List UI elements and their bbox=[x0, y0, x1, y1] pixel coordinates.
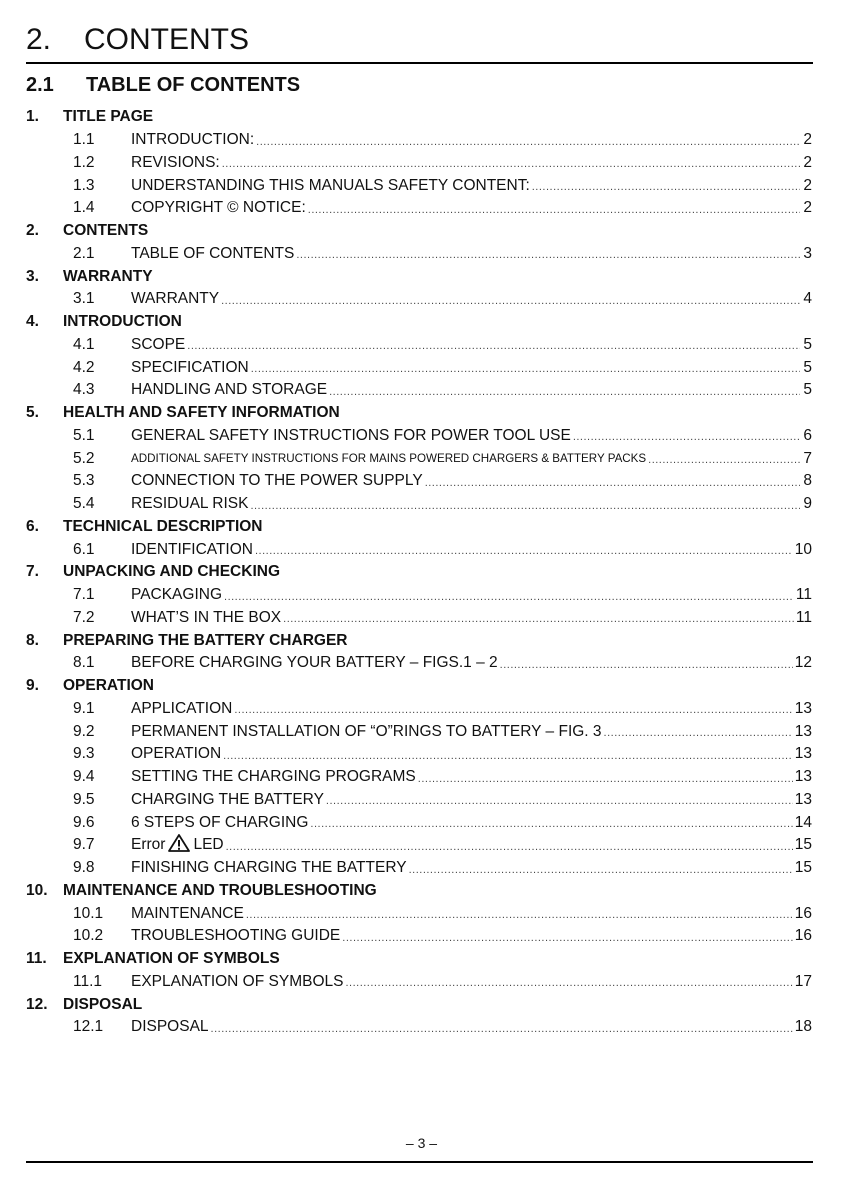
toc-entry-number: 10.2 bbox=[73, 927, 104, 945]
toc-chapter-title: EXPLANATION OF SYMBOLS bbox=[63, 950, 280, 968]
dot-leader bbox=[211, 1023, 793, 1039]
toc-entry-title: GENERAL SAFETY INSTRUCTIONS FOR POWER TOOL USE bbox=[131, 426, 571, 444]
toc-entry-number: 7.2 bbox=[73, 608, 95, 626]
dot-leader bbox=[345, 977, 792, 993]
toc-entry-title: WARRANTY bbox=[131, 290, 220, 308]
toc-entry-number: 9.2 bbox=[73, 722, 95, 740]
toc-entry-title: FINISHING CHARGING THE BATTERY bbox=[131, 859, 407, 877]
toc-entry-title: CONNECTION TO THE POWER SUPPLY bbox=[131, 472, 423, 490]
toc-entry-title: OPERATION bbox=[131, 745, 222, 763]
toc-chapter bbox=[26, 880, 812, 903]
toc-entry[interactable] bbox=[26, 766, 812, 789]
toc-entry-number: 3.1 bbox=[73, 290, 95, 308]
toc-entry-title: TROUBLESHOOTING GUIDE bbox=[131, 927, 341, 945]
toc-entry-title: ADDITIONAL SAFETY INSTRUCTIONS FOR MAINS POWERED CHARGERS & BATTERY PACKS bbox=[131, 452, 647, 466]
dot-leader bbox=[532, 181, 800, 197]
toc-entry-number: 4.3 bbox=[73, 381, 95, 399]
toc-entry-page: 5 bbox=[803, 381, 812, 399]
toc-entry[interactable] bbox=[26, 584, 812, 607]
toc-entry-number: 9.7 bbox=[73, 836, 95, 854]
toc-chapter-title: OPERATION bbox=[63, 677, 154, 695]
toc-entry-page: 18 bbox=[794, 1018, 812, 1036]
toc-chapter bbox=[26, 675, 812, 698]
top-rule bbox=[26, 62, 813, 64]
toc-entry-number: 11.1 bbox=[73, 972, 103, 990]
section-heading-text: TABLE OF CONTENTS bbox=[86, 74, 301, 96]
toc-entry-page: 11 bbox=[795, 608, 812, 626]
toc-entry-title: 6 STEPS OF CHARGING bbox=[131, 813, 309, 831]
bottom-rule bbox=[26, 1161, 813, 1163]
toc-entry[interactable] bbox=[26, 425, 812, 448]
toc-entry-number: 9.8 bbox=[73, 859, 95, 877]
toc-chapter-title: PREPARING THE BATTERY CHARGER bbox=[63, 631, 348, 649]
dot-leader bbox=[256, 136, 800, 152]
toc-entry-title: WHAT’S IN THE BOX bbox=[131, 608, 282, 626]
toc-entry-page: 13 bbox=[794, 768, 812, 786]
toc-entry[interactable] bbox=[26, 334, 812, 357]
toc-chapter-number: 3. bbox=[26, 267, 39, 285]
toc-chapter bbox=[26, 265, 812, 288]
dot-leader bbox=[425, 477, 800, 493]
toc-entry-title: INTRODUCTION: bbox=[131, 131, 255, 149]
toc-entry-number: 5.4 bbox=[73, 495, 95, 513]
toc-entry[interactable] bbox=[26, 152, 812, 175]
toc-chapter-title: HEALTH AND SAFETY INFORMATION bbox=[63, 404, 340, 422]
toc-chapter-number: 11. bbox=[26, 950, 47, 968]
dot-leader bbox=[604, 727, 793, 743]
toc-entry[interactable] bbox=[26, 538, 812, 561]
dot-leader bbox=[648, 454, 800, 470]
toc-entry-title: IDENTIFICATION bbox=[131, 540, 253, 558]
toc-chapter-title: UNPACKING AND CHECKING bbox=[63, 563, 280, 581]
toc-entry[interactable] bbox=[26, 356, 812, 379]
toc-entry[interactable] bbox=[26, 720, 812, 743]
toc-entry-page: 5 bbox=[803, 358, 812, 376]
toc-entry-number: 5.1 bbox=[73, 426, 95, 444]
dot-leader bbox=[246, 909, 793, 925]
toc-entry-number: 9.5 bbox=[73, 790, 95, 808]
toc-entry-title bbox=[131, 834, 224, 857]
toc-entry[interactable] bbox=[26, 652, 812, 675]
dot-leader bbox=[221, 295, 800, 311]
toc-entry[interactable] bbox=[26, 470, 812, 493]
toc-entry-title-part: Error bbox=[131, 835, 166, 853]
toc-entry-title: HANDLING AND STORAGE bbox=[131, 381, 328, 399]
toc-entry-title: UNDERSTANDING THIS MANUALS SAFETY CONTENT: bbox=[131, 176, 530, 194]
page-title-text: CONTENTS bbox=[84, 23, 249, 56]
dot-leader bbox=[418, 773, 793, 789]
toc-entry-page: 17 bbox=[794, 972, 812, 990]
toc-entry[interactable] bbox=[26, 857, 812, 880]
toc-entry[interactable] bbox=[26, 607, 812, 630]
page-number: – 3 – bbox=[405, 1135, 438, 1151]
dot-leader bbox=[187, 340, 800, 356]
toc-entry-page: 3 bbox=[803, 244, 812, 262]
toc-entry-page: 15 bbox=[794, 859, 812, 877]
toc-chapter bbox=[26, 561, 812, 584]
toc-chapter-title: MAINTENANCE AND TROUBLESHOOTING bbox=[63, 881, 377, 899]
dot-leader bbox=[573, 431, 800, 447]
toc-chapter-title: CONTENTS bbox=[63, 222, 149, 240]
toc-entry-title: SPECIFICATION bbox=[131, 358, 249, 376]
toc-entry-number: 7.1 bbox=[73, 586, 95, 604]
toc-chapter bbox=[26, 106, 812, 129]
toc-entry[interactable] bbox=[26, 379, 812, 402]
toc-entry-title-part: LED bbox=[193, 835, 224, 853]
dot-leader bbox=[222, 158, 800, 174]
toc-entry-page: 13 bbox=[794, 722, 812, 740]
toc-entry-title: PERMANENT INSTALLATION OF “O”RINGS TO BATTERY – FIG. 3 bbox=[131, 722, 602, 740]
toc-entry-page: 2 bbox=[803, 131, 812, 149]
dot-leader bbox=[283, 613, 794, 629]
toc-chapter-number: 9. bbox=[26, 677, 39, 695]
toc-entry-number: 1.1 bbox=[73, 131, 95, 149]
toc-entry[interactable] bbox=[26, 197, 812, 220]
toc-entry[interactable] bbox=[26, 1016, 812, 1039]
toc-entry-number: 5.2 bbox=[73, 449, 95, 467]
toc-entry-number: 9.1 bbox=[73, 699, 95, 717]
toc-entry[interactable] bbox=[26, 698, 812, 721]
toc-entry-page: 5 bbox=[803, 335, 812, 353]
toc-entry-page: 8 bbox=[803, 472, 812, 490]
toc-entry-number: 4.1 bbox=[73, 335, 95, 353]
dot-leader bbox=[500, 659, 793, 675]
toc-entry-title: COPYRIGHT © NOTICE: bbox=[131, 199, 306, 217]
toc-entry-page: 13 bbox=[794, 790, 812, 808]
dot-leader bbox=[255, 545, 793, 561]
toc-chapter-title: TITLE PAGE bbox=[63, 108, 154, 126]
page-title bbox=[26, 22, 249, 58]
toc-chapter bbox=[26, 311, 812, 334]
toc-entry-number: 4.2 bbox=[73, 358, 95, 376]
dot-leader bbox=[250, 500, 800, 516]
toc-chapter bbox=[26, 993, 812, 1016]
dot-leader bbox=[224, 591, 794, 607]
toc-entry[interactable] bbox=[26, 902, 812, 925]
dot-leader bbox=[409, 864, 793, 880]
toc-chapter-title: INTRODUCTION bbox=[63, 313, 182, 331]
toc-entry-title: MAINTENANCE bbox=[131, 904, 244, 922]
toc-entry-number: 9.3 bbox=[73, 745, 95, 763]
toc-entry-page: 14 bbox=[794, 813, 812, 831]
dot-leader bbox=[342, 932, 792, 948]
toc-entry-number: 12.1 bbox=[73, 1018, 104, 1036]
toc-entry-title: TABLE OF CONTENTS bbox=[131, 244, 295, 262]
toc-chapter-title: WARRANTY bbox=[63, 267, 153, 285]
toc-entry-title: CHARGING THE BATTERY bbox=[131, 790, 324, 808]
dot-leader bbox=[223, 750, 793, 766]
toc-chapter bbox=[26, 402, 812, 425]
dot-leader bbox=[226, 841, 793, 857]
toc-entry-page: 16 bbox=[794, 927, 812, 945]
table-of-contents bbox=[26, 106, 812, 1039]
toc-entry[interactable] bbox=[26, 834, 812, 857]
toc-entry-number: 1.4 bbox=[73, 199, 95, 217]
toc-entry-page: 13 bbox=[794, 745, 812, 763]
dot-leader bbox=[329, 386, 800, 402]
toc-entry-page: 15 bbox=[794, 836, 812, 854]
toc-entry-page: 16 bbox=[794, 904, 812, 922]
toc-entry[interactable] bbox=[26, 288, 812, 311]
toc-entry-page: 13 bbox=[794, 699, 812, 717]
toc-chapter-number: 1. bbox=[26, 108, 39, 126]
toc-chapter bbox=[26, 220, 812, 243]
toc-entry[interactable] bbox=[26, 811, 812, 834]
toc-entry-number: 10.1 bbox=[73, 904, 104, 922]
toc-chapter-number: 12. bbox=[26, 995, 48, 1013]
toc-chapter-number: 2. bbox=[26, 222, 39, 240]
toc-chapter-title: TECHNICAL DESCRIPTION bbox=[63, 517, 263, 535]
toc-entry-number: 9.4 bbox=[73, 768, 95, 786]
toc-entry-page: 10 bbox=[794, 540, 812, 558]
toc-entry-page: 4 bbox=[803, 290, 812, 308]
toc-entry-number: 2.1 bbox=[73, 244, 95, 262]
section-heading-number: 2.1 bbox=[26, 74, 54, 96]
dot-leader bbox=[310, 818, 792, 834]
toc-chapter-number: 6. bbox=[26, 517, 39, 535]
dot-leader bbox=[296, 249, 800, 265]
toc-entry-number: 5.3 bbox=[73, 472, 95, 490]
toc-entry-title: RESIDUAL RISK bbox=[131, 495, 249, 513]
dot-leader bbox=[308, 204, 800, 220]
toc-entry-page: 7 bbox=[803, 449, 812, 467]
toc-chapter-number: 4. bbox=[26, 313, 39, 331]
toc-entry-title: SCOPE bbox=[131, 335, 186, 353]
toc-entry-page: 12 bbox=[794, 654, 812, 672]
toc-entry-number: 9.6 bbox=[73, 813, 95, 831]
toc-entry-title: APPLICATION bbox=[131, 699, 233, 717]
toc-entry-page: 11 bbox=[795, 586, 812, 604]
toc-entry[interactable] bbox=[26, 743, 812, 766]
toc-entry-title: SETTING THE CHARGING PROGRAMS bbox=[131, 768, 416, 786]
toc-entry[interactable] bbox=[26, 447, 812, 470]
toc-entry[interactable] bbox=[26, 925, 812, 948]
toc-entry-number: 1.2 bbox=[73, 153, 95, 171]
toc-entry-page: 9 bbox=[803, 495, 812, 513]
dot-leader bbox=[251, 363, 800, 379]
toc-chapter bbox=[26, 629, 812, 652]
dot-leader bbox=[234, 704, 792, 720]
toc-entry[interactable] bbox=[26, 129, 812, 152]
toc-entry-title: PACKAGING bbox=[131, 586, 223, 604]
page-title-number: 2. bbox=[26, 23, 52, 56]
toc-chapter-number: 10. bbox=[26, 881, 48, 899]
toc-entry-number: 8.1 bbox=[73, 654, 95, 672]
toc-entry[interactable] bbox=[26, 971, 812, 994]
toc-entry-page: 2 bbox=[803, 176, 812, 194]
toc-chapter bbox=[26, 948, 812, 971]
toc-entry-number: 1.3 bbox=[73, 176, 95, 194]
section-heading bbox=[26, 72, 300, 98]
toc-entry-title: REVISIONS: bbox=[131, 153, 220, 171]
toc-entry[interactable] bbox=[26, 789, 812, 812]
dot-leader bbox=[326, 795, 793, 811]
toc-entry[interactable] bbox=[26, 174, 812, 197]
toc-entry[interactable] bbox=[26, 493, 812, 516]
toc-entry-title: BEFORE CHARGING YOUR BATTERY – FIGS.1 – 2 bbox=[131, 654, 498, 672]
toc-entry[interactable] bbox=[26, 243, 812, 266]
toc-entry-number: 6.1 bbox=[73, 540, 95, 558]
toc-chapter-number: 8. bbox=[26, 631, 39, 649]
toc-entry-title: DISPOSAL bbox=[131, 1018, 209, 1036]
toc-chapter-number: 7. bbox=[26, 563, 39, 581]
toc-chapter-title: DISPOSAL bbox=[63, 995, 143, 1013]
toc-entry-page: 2 bbox=[803, 153, 812, 171]
toc-entry-title: EXPLANATION OF SYMBOLS bbox=[131, 972, 344, 990]
toc-chapter-number: 5. bbox=[26, 404, 39, 422]
warning-icon bbox=[168, 834, 190, 857]
toc-chapter bbox=[26, 516, 812, 539]
toc-entry-page: 6 bbox=[803, 426, 812, 444]
toc-entry-page: 2 bbox=[803, 199, 812, 217]
